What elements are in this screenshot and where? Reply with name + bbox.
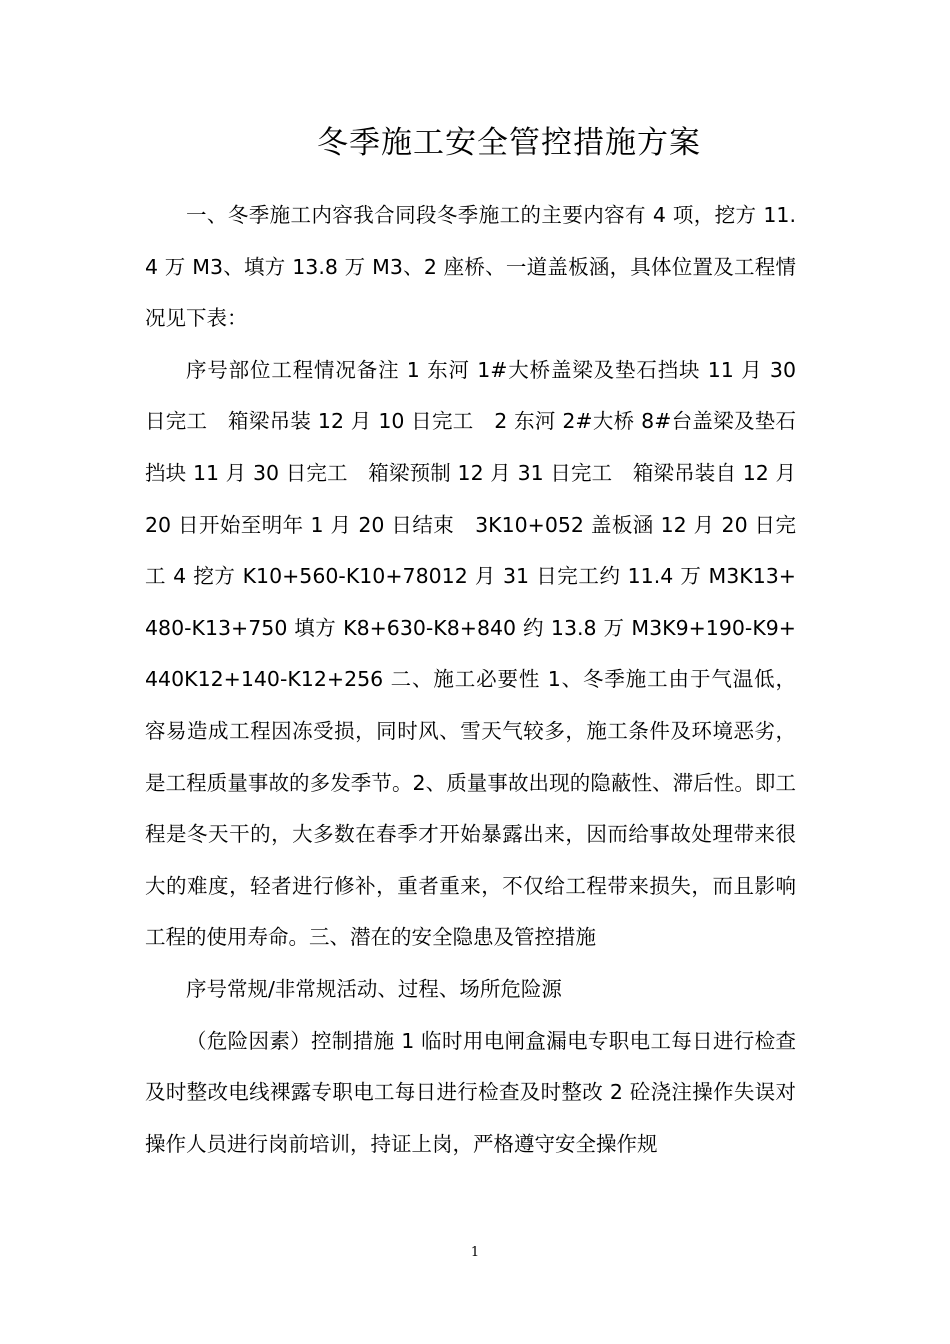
- paragraph-control-measures: （危险因素）控制措施 1 临时用电闸盒漏电专职电工每日进行检查及时整改电线裸露专职电工每日进行检查及时整改 2 砼浇注操作失误对操作人员进行岗前培训，持证上岗，严格遵守安全操作规: [145, 1028, 796, 1156]
- paragraph-scope: 一、冬季施工内容我合同段冬季施工的主要内容有 4 项，挖方 11.4 万 M3、填方 13.8 万 M3、2 座桥、一道盖板涵，具体位置及工程情况见下表：: [145, 203, 796, 331]
- page-title: 冬季施工安全管控措施方案: [317, 125, 701, 161]
- paragraph-hazard-table-header: 序号常规/非常规活动、过程、场所危险源: [186, 976, 562, 1001]
- paragraph-schedule-and-necessity: 序号部位工程情况备注 1 东河 1#大桥盖梁及垫石挡块 11 月 30 日完工 箱梁吊装 12 月 10 日完工 2 东河 2#大桥 8#台盖梁及垫石挡块 11 月 30 日完工 箱梁预制 12 月 31 日完工 箱梁吊装自 12 月 20 日开始至明年 1 月 20 日结束 3K10+052 盖板涵 12 月 20 日完工 4 挖方 K10+560-K10+78012 月 31 日完工约 11.4 万 M3K13+480-K13+750 填方 K8+630-K8+840 约 13.8 万 M3K9+190-K9+440K12+140-K12+256 二、施工必要性 1、冬季施工由于气温低，容易造成工程因冻受损，同时风、雪天气较多，施工条件及环境恶劣，是工程质量事故的多发季节。2、质量事故出现的隐蔽性、滞后性。即工程是冬天干的，大多数在春季才开始暴露出来，因而给事故处理带来很大的难度，轻者进行修补，重者重来，不仅给工程带来损失，而且影响工程的使用寿命。三、潜在的安全隐患及管控措施: [145, 357, 796, 950]
- page-number: 1: [470, 1245, 480, 1260]
- document-body: [145, 190, 796, 1170]
